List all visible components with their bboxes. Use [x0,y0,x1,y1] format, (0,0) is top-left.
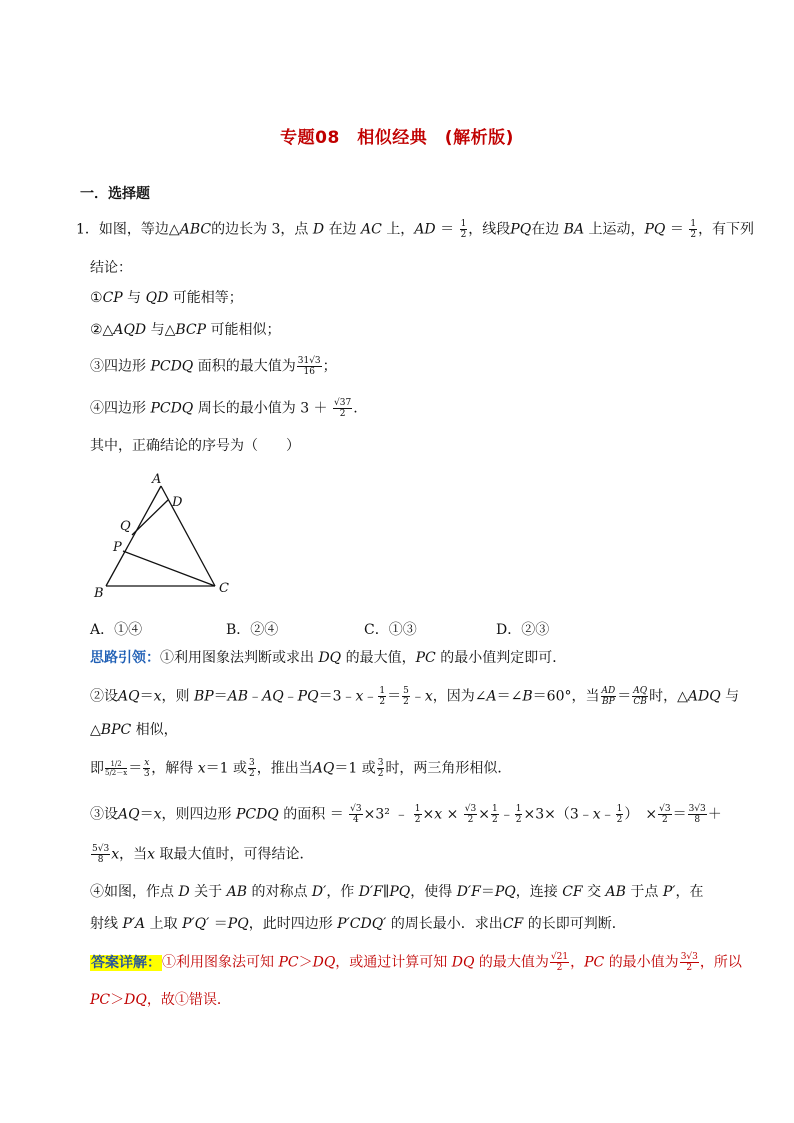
fraction-half: $\frac{1}{2}$ [460,219,467,240]
label-q: Q [120,519,131,534]
hint-line-1: 思路引领：①利用图象法判断或求出 DQ 的最大值，PC 的最小值判定即可． [90,650,567,666]
answer-line-1: 答案详解：①利用图象法可知 PC＞DQ，或通过计算可知 DQ 的最大值为 $\frac{√21}{2}$ ，PC 的最小值为 $\frac{3√3}{2}$ ，所以 [91,952,742,973]
hint-line-5: ③设AQ＝x，则四边形 PCDQ 的面积 ＝ $\frac{√3}{4}$ ×3² ﹣ $\frac{1}{2}$ ×x × $\frac{√3}{2}$ × $\frac{1}{2}$ ﹣ $\frac{1}{2}$ ×3×（3﹣x﹣ $\frac{1}{2}$ ） × $\frac{√3}{2}$ ＝ $\frac{3√3}{8}$ ＋ [90,804,722,825]
side-ab [106,486,161,586]
option-d[interactable]: D．②③ [496,622,550,638]
section-heading: 一．选择题 [80,186,150,202]
page-title: 专题08 相似经典 (解析版) [280,128,514,148]
side-ac [161,486,215,586]
segment-pc [123,551,215,586]
triangle-figure [88,468,238,603]
label-d: D [172,495,183,510]
label-b: B [94,586,104,601]
label-a: A [152,472,162,487]
conclusion-4: ④四边形 PCDQ 周长的最小值为 3 ＋ $\frac{√37}{2}$ . [90,398,358,419]
answer-tag: 答案详解： [91,954,161,971]
option-a[interactable]: A．①④ [90,622,143,638]
option-c[interactable]: C．①③ [364,622,417,638]
hint-line-8: 射线 P′A 上取 P′Q′ ＝PQ，此时四边形 P′CDQ′ 的周长最小．求出CF 的长即可判断． [90,916,626,932]
question-stem-line-2: 结论： [90,260,132,276]
conclusion-1: ①CP 与 QD 可能相等； [90,290,243,306]
label-c: C [219,581,229,596]
question-ask: 其中，正确结论的序号为（ ） [90,438,300,454]
hint-line-2: ②设AQ＝x，则 BP＝AB﹣AQ﹣PQ＝3﹣x﹣ $\frac{1}{2}$ ＝ $\frac{5}{2}$ ﹣x，因为∠A＝∠B＝60°，当 $\frac{AD}{BP}$ ＝ $\frac{AQ}{CB}$ 时，△ADQ 与 [90,686,740,707]
answer-line-2: PC＞DQ，故①错误． [90,992,231,1008]
hint-line-3: △BPC 相似， [90,722,178,738]
question-stem-line-1: 1．如图，等边△ABC的边长为 3，点 D 在边 AC 上，AD ＝ $\frac{1}{2}$ ，线段PQ在边 BA 上运动，PQ ＝ $\frac{1}{2}$ ，有下列 [76,219,755,240]
conclusion-3: ③四边形 PCDQ 面积的最大值为 $\frac{31√3}{16}$ ； [90,356,337,377]
hint-line-6: $\frac{5√3}{8}$ x，当x 取最大值时，可得结论． [92,844,314,865]
hint-line-7: ④如图，作点 D 关于 AB 的对称点 D′，作 D′F∥PQ，使得 D′F＝PQ，连接 CF 交 AB 于点 P′，在 [90,884,704,900]
conclusion-2: ②△AQD 与△BCP 可能相似； [90,322,281,338]
hint-tag: 思路引领： [90,650,160,666]
hint-line-4: 即 $\frac{1/2}{5/2-x}$ ＝ $\frac{x}{3}$ ，解得 x＝1 或 $\frac{3}{2}$ ，推出当AQ＝1 或 $\frac{3}{2}$ 时，两三角形相似． [90,758,512,779]
option-b[interactable]: B．②④ [226,622,279,638]
label-p: P [113,540,122,555]
fraction-half: $\frac{1}{2}$ [690,219,697,240]
